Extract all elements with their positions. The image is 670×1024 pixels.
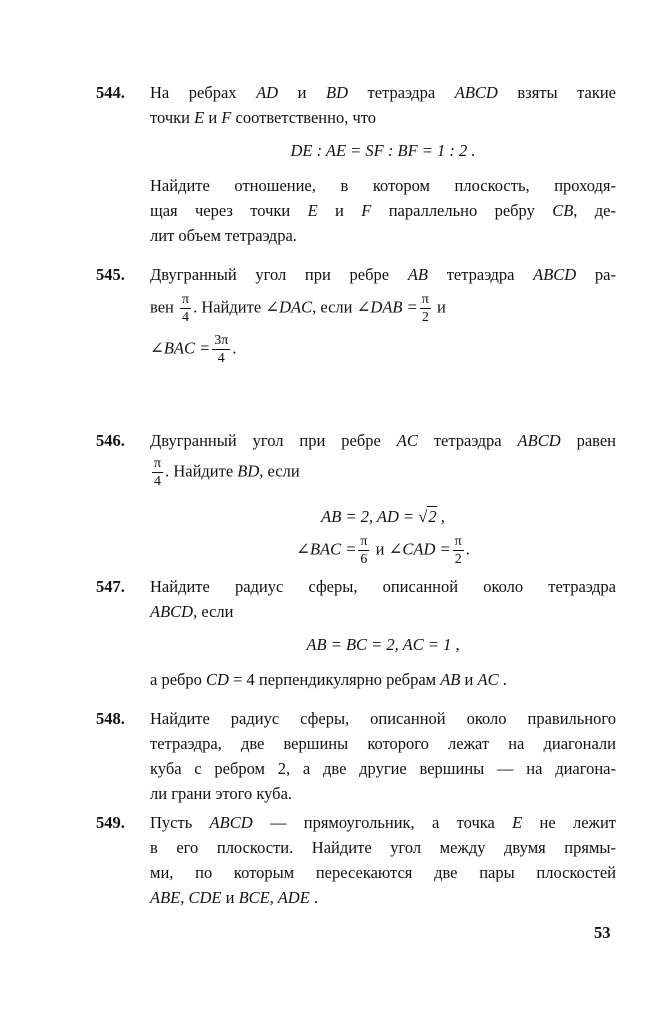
problem-text-line: а ребро CD = 4 перпендикулярно ребрам AB и AC . [150,670,507,689]
page-number: 53 [594,923,611,942]
problem-544 [96,80,616,248]
square-root: √2 [418,507,437,526]
formula: AB = BC = 2, AC = 1 , [306,635,460,654]
fraction: $\frac{\pi}{2}$ [421,292,429,325]
fraction: $\frac{3\pi}{4}$ [214,333,229,366]
problem-number: 548. [96,709,125,728]
problem-text-line: ABCD, если [150,602,234,621]
problem-number: 546. [96,431,125,450]
fraction: $\frac{\pi}{2}$ [454,534,462,567]
problem-549 [96,810,616,910]
problem-text-line: щая через точки E и F параллельно ребру CB, де- [150,201,616,220]
problem-text-line: тетраэдра, две вершины которого лежат на диагонали [150,734,616,753]
problem-547 [96,574,616,692]
problem-text-line: ABE, CDE и BCE, ADE . [150,888,319,907]
problem-text-line: в его плоскости. Найдите угол между двумя прямы- [150,838,616,857]
problem-548 [96,706,616,806]
formula: ∠BAC = $\frac{\pi}{6}$ и ∠CAD = $\frac{\pi}{2}$ . [296,534,470,567]
problem-text-line: Найдите отношение, в котором плоскость, проходя- [150,176,616,195]
problem-text-line: ми, по которым пересекаются две пары плоскостей [150,863,616,882]
problem-text-line: Найдите радиус сферы, описанной около тетраэдра [150,577,616,596]
problem-text-line: Найдите радиус сферы, описанной около правильного [150,709,616,728]
problem-text-line: точки E и F соответственно, что [150,108,376,127]
problem-number: 545. [96,265,125,284]
problem-text-line: Двугранный угол при ребре AC тетраэдра ABCD равен [150,431,617,450]
fraction: $\frac{\pi}{4}$ [181,292,190,325]
problem-546 [96,428,616,578]
problem-545 [96,262,616,367]
formula: AB = 2, AD = √2 , [150,504,616,529]
fraction: $\frac{\pi}{4}$ [154,456,162,489]
problem-text-line: Двугранный угол при ребре AB тетраэдра ABCD ра- [150,265,616,284]
fraction: $\frac{\pi}{6}$ [360,534,368,567]
problem-text-line: ли грани этого куба. [150,784,293,803]
problem-text-line: куба с ребром 2, а две другие вершины — на диагона- [150,759,616,778]
problem-text-line: ∠BAC = $\frac{3\pi}{4}$ . [150,333,237,366]
problem-text-line: Пусть ABCD — прямоугольник, а точка E не лежит [150,813,616,832]
problem-number: 549. [96,813,125,832]
problem-number: 544. [96,83,125,102]
problem-text-line: На ребрах AD и BD тетраэдра ABCD взяты такие [150,83,617,102]
problem-text-line: $\frac{\pi}{4}$ . Найдите BD, если [154,456,300,489]
formula: DE : AE = SF : BF = 1 : 2 . [290,141,476,160]
problem-number: 547. [96,577,125,596]
problem-text-line: лит объем тетраэдра. [150,226,297,245]
problem-text-line: вен $\frac{\pi}{4}$ . Найдите ∠DAC, если ∠DAB = $\frac{\pi}{2}$ и [150,292,446,325]
